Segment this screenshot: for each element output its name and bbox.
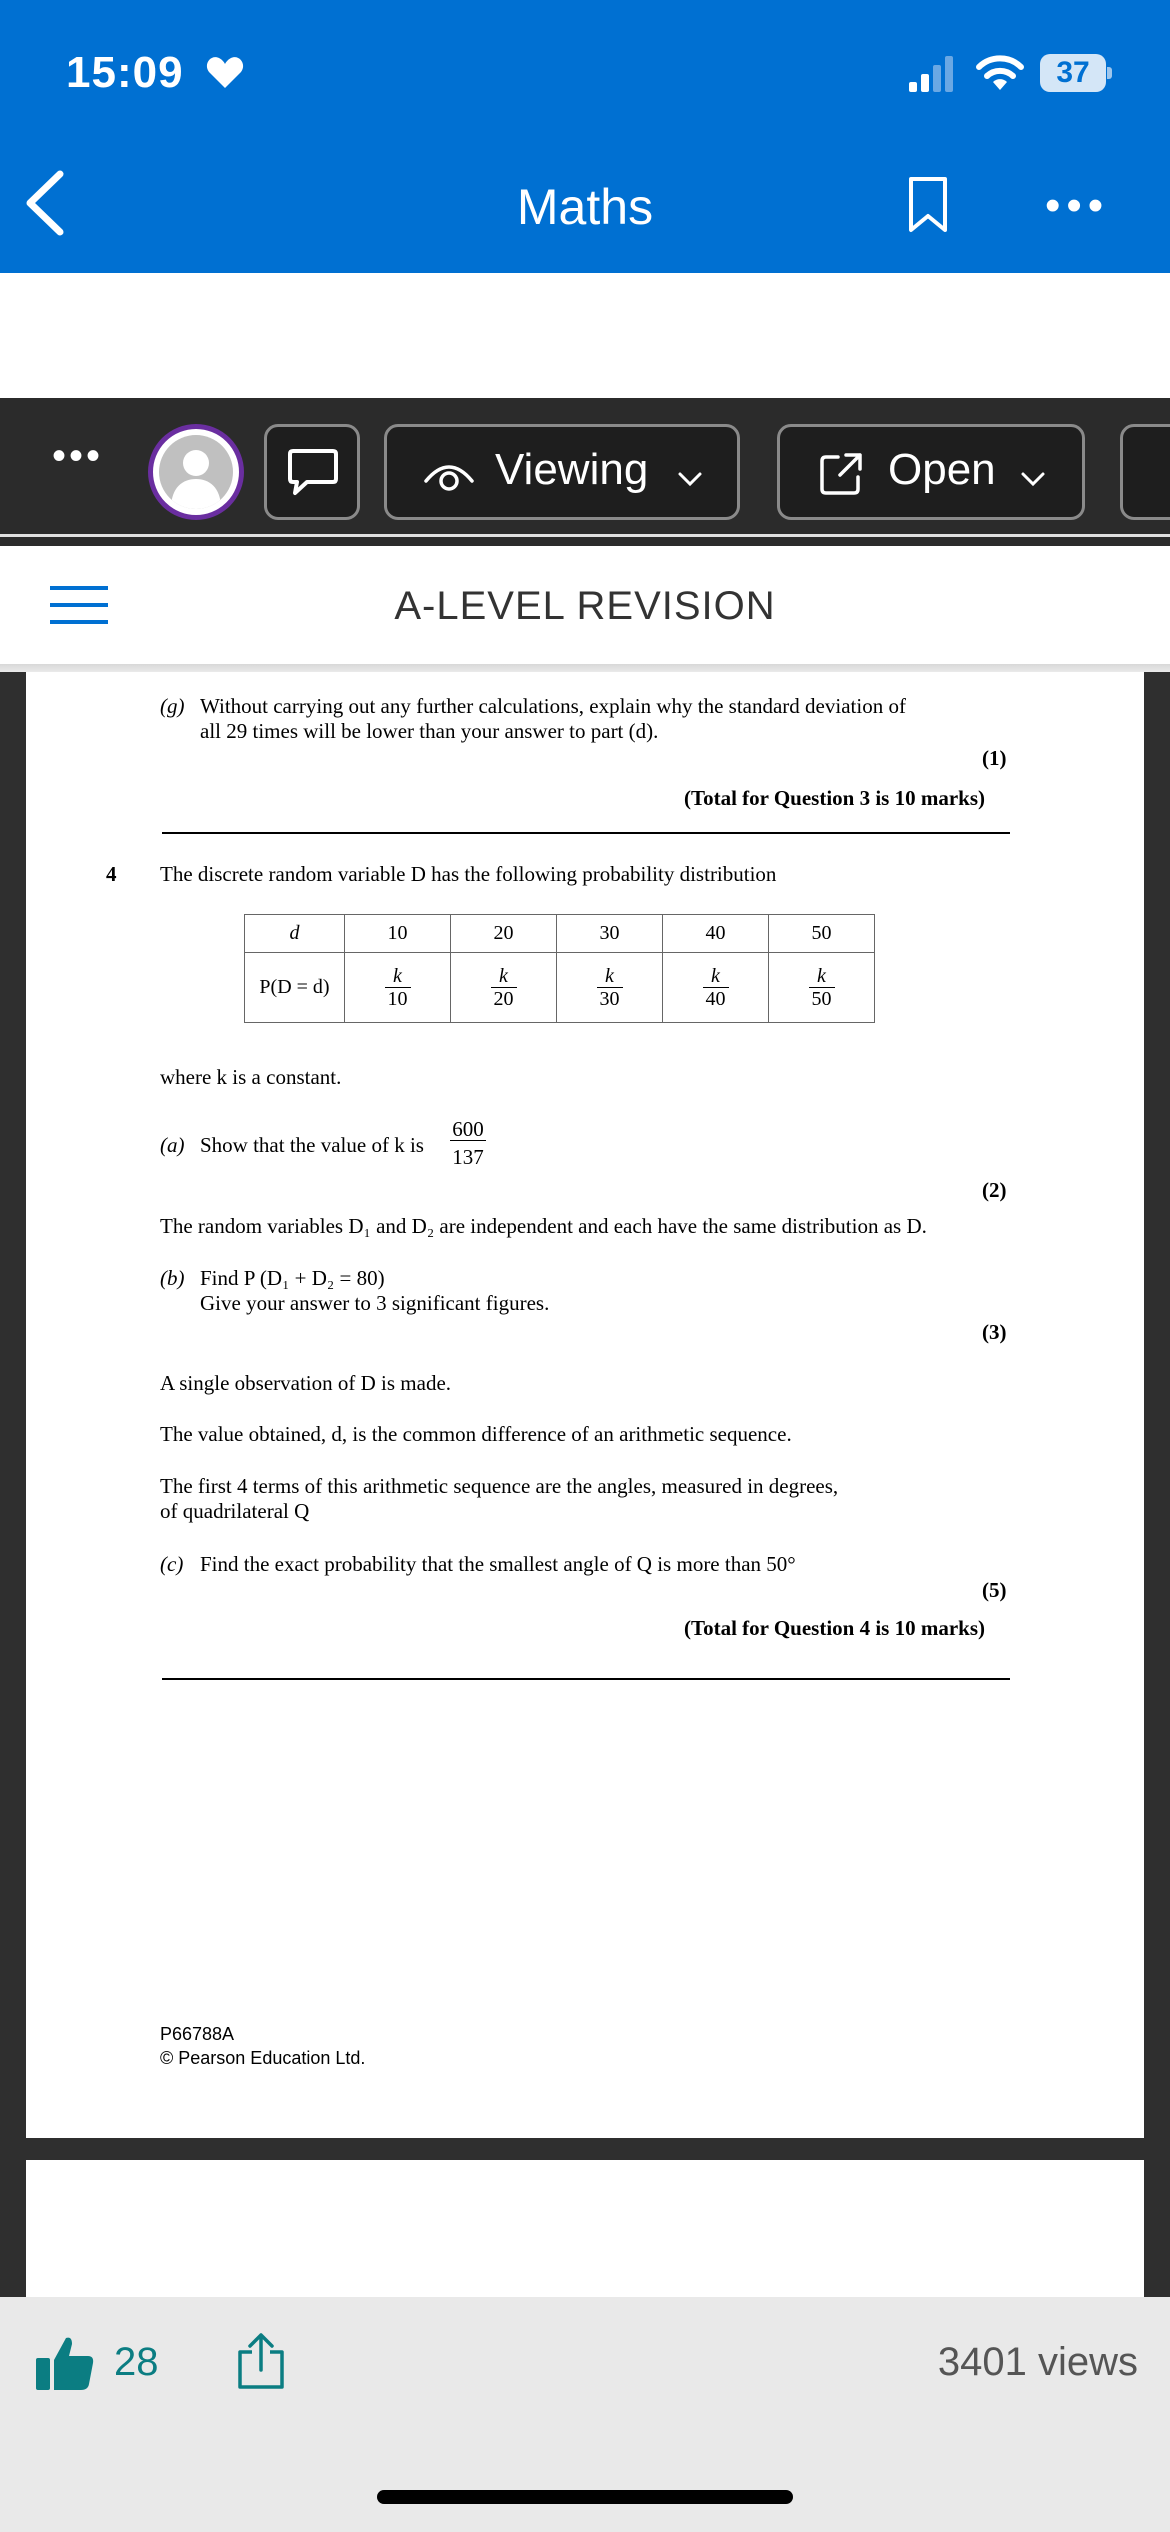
page-title: A-LEVEL REVISION	[394, 584, 776, 628]
toolbar-divider	[0, 534, 1170, 537]
prob-numerator: k	[597, 965, 623, 988]
q3-g-label: (g)	[160, 694, 185, 718]
prob-numerator: k	[703, 965, 729, 988]
prob-denominator: 30	[599, 988, 620, 1010]
table-prob-cell	[451, 953, 557, 1023]
next-document-page	[26, 2160, 1144, 2297]
prob-denominator: 10	[387, 988, 408, 1010]
independence-text: The random variables D₁ and D₂ are independent and each have the same distribution as D.	[160, 1214, 927, 1238]
value-obtained-text: The value obtained, d, is the common difference of an arithmetic sequence.	[160, 1422, 792, 1446]
prob-numerator: k	[491, 965, 517, 988]
app-header	[0, 0, 1170, 273]
battery-indicator	[1040, 54, 1112, 92]
table-value: 30	[557, 915, 663, 953]
first-four-terms-line2: of quadrilateral Q	[160, 1499, 310, 1523]
probability-table	[244, 914, 875, 1023]
q3-g-marks: (1)	[982, 746, 1007, 770]
share-icon[interactable]	[236, 2332, 286, 2390]
table-value: 50	[769, 915, 875, 953]
nav-title: Maths	[516, 179, 654, 235]
table-prob-cell	[345, 953, 451, 1023]
part-c-label: (c)	[160, 1552, 184, 1576]
part-a-marks: (2)	[982, 1178, 1007, 1202]
prob-denominator: 20	[493, 988, 514, 1010]
table-header-d: d	[245, 915, 345, 953]
prob-denominator: 50	[811, 988, 832, 1010]
titlebar-shadow	[0, 664, 1170, 672]
like-count: 28	[114, 2340, 159, 2384]
part-b-line1: Find P (D₁ + D₂ = 80)	[200, 1266, 385, 1290]
overflow-toolbar-button[interactable]	[1120, 424, 1170, 520]
view-count: 3401 views	[937, 2340, 1138, 2384]
table-prob-cell	[663, 953, 769, 1023]
footer-code: P66788A	[160, 2024, 235, 2044]
q3-g-line1: Without carrying out any further calculations, explain why the standard deviation of	[200, 694, 906, 718]
bookmark-icon[interactable]	[908, 176, 948, 234]
q4-number: 4	[106, 862, 117, 886]
where-text: where k is a constant.	[160, 1065, 342, 1089]
heart-icon	[205, 52, 245, 92]
open-label: Open	[888, 445, 996, 494]
status-time: 15:09	[66, 48, 184, 97]
part-a-label: (a)	[160, 1133, 185, 1157]
avatar[interactable]	[148, 424, 244, 520]
part-a-numerator: 600	[450, 1118, 486, 1141]
q3-total: (Total for Question 3 is 10 marks)	[684, 786, 986, 810]
footer-copyright: © Pearson Education Ltd.	[160, 2048, 366, 2068]
part-a-text: Show that the value of k is	[200, 1133, 424, 1157]
part-b-line2: Give your answer to 3 significant figures.	[200, 1291, 550, 1315]
part-a-denominator: 137	[452, 1145, 484, 1169]
toolbar-more-icon[interactable]: •••	[52, 434, 104, 478]
q3-g-line2: all 29 times will be lower than your answer to part (d).	[200, 719, 659, 743]
chevron-down-icon	[1020, 471, 1046, 487]
home-indicator[interactable]	[377, 2490, 793, 2504]
table-value: 40	[663, 915, 769, 953]
viewing-mode-button[interactable]	[384, 424, 740, 520]
wifi-icon	[975, 52, 1025, 92]
comment-button[interactable]	[264, 424, 360, 520]
open-button[interactable]	[777, 424, 1085, 520]
section-divider	[162, 1678, 1010, 1680]
battery-level: 37	[1040, 54, 1106, 92]
table-header-prob: P(D = d)	[245, 953, 345, 1023]
part-b-label: (b)	[160, 1266, 185, 1290]
table-value: 20	[451, 915, 557, 953]
table-prob-cell	[769, 953, 875, 1023]
first-four-terms-line1: The first 4 terms of this arithmetic sequence are the angles, measured in degrees,	[160, 1474, 839, 1498]
q4-total: (Total for Question 4 is 10 marks)	[684, 1616, 986, 1640]
avatar-placeholder	[159, 435, 233, 509]
table-prob-cell	[557, 953, 663, 1023]
external-link-icon	[818, 451, 864, 497]
prob-numerator: k	[809, 965, 835, 988]
document-page	[26, 672, 1144, 2138]
eye-icon	[423, 459, 475, 493]
viewing-label: Viewing	[495, 445, 649, 494]
prob-numerator: k	[385, 965, 411, 988]
single-observation-text: A single observation of D is made.	[160, 1371, 452, 1395]
q4-intro: The discrete random variable D has the following probability distribution	[160, 862, 777, 886]
section-divider	[162, 832, 1010, 834]
part-c-marks: (5)	[982, 1578, 1007, 1602]
part-c-text: Find the exact probability that the smallest angle of Q is more than 50°	[200, 1552, 796, 1576]
person-icon	[159, 435, 233, 509]
battery-nub	[1107, 67, 1112, 79]
signal-icon	[907, 54, 955, 94]
more-options-icon[interactable]: •••	[1045, 181, 1110, 230]
chevron-down-icon	[677, 471, 703, 487]
table-value: 10	[345, 915, 451, 953]
comment-icon	[287, 447, 339, 497]
thumbs-up-icon[interactable]	[34, 2334, 96, 2392]
part-b-marks: (3)	[982, 1320, 1007, 1344]
prob-denominator: 40	[705, 988, 726, 1010]
